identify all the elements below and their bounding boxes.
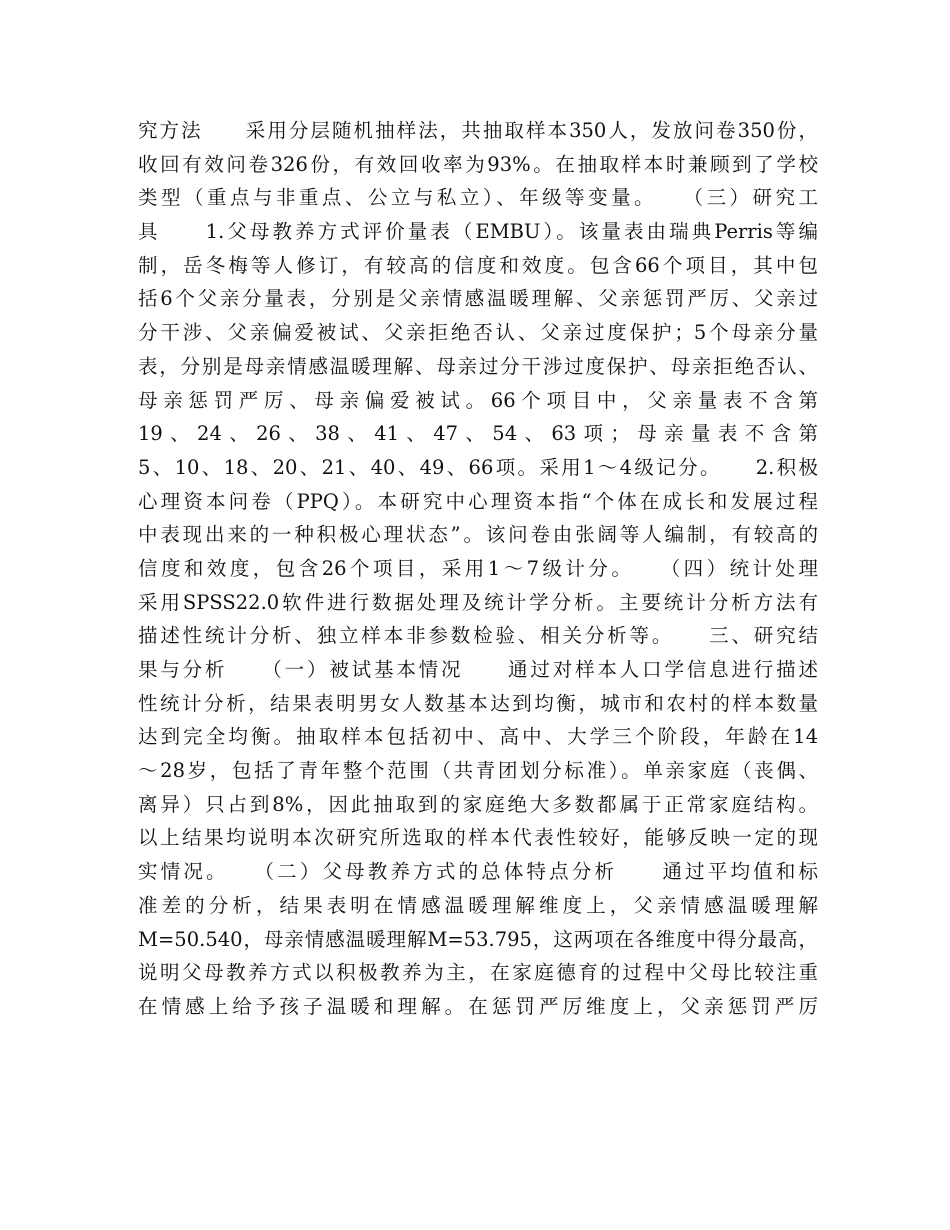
text-line: 准差的分析，结果表明在情感温暖理解维度上，父亲情感温暖理解: [138, 893, 818, 917]
text-line: 分干涉、父亲偏爱被试、父亲拒绝否认、父亲过度保护；5个母亲分量: [138, 321, 818, 345]
text-line: 以上结果均说明本次研究所选取的样本代表性较好，能够反映一定的现: [138, 826, 818, 850]
text-line: 19、24、26、38、41、47、54、63项；母亲量表不含第: [138, 422, 818, 446]
text-line: 表，分别是母亲情感温暖理解、母亲过分干涉过度保护、母亲拒绝否认、: [138, 354, 818, 378]
text-line: 说明父母教养方式以积极教养为主，在家庭德育的过程中父母比较注重: [138, 961, 818, 985]
text-line: 制，岳冬梅等人修订，有较高的信度和效度。包含66个项目，其中包: [138, 253, 818, 277]
text-line: 收回有效问卷326份，有效回收率为93%。在抽取样本时兼顾到了学校: [138, 152, 818, 176]
text-line: 在情感上给予孩子温暖和理解。在惩罚严厉维度上，父亲惩罚严厉: [138, 994, 818, 1018]
text-line: 5、10、18、20、21、40、49、66项。采用1～4级记分。 2.积极: [138, 455, 819, 479]
text-line: 究方法 采用分层随机抽样法，共抽取样本350人，发放问卷350份，: [138, 119, 818, 142]
text-line: 心理资本问卷（PPQ）。本研究中心理资本指“个体在成长和发展过程: [138, 489, 818, 513]
text-line: 描述性统计分析、独立样本非参数检验、相关分析等。 三、研究结: [138, 624, 818, 648]
text-line: 类型（重点与非重点、公立与私立）、年级等变量。 （三）研究工: [138, 186, 818, 210]
text-line: 实情况。 （二）父母教养方式的总体特点分析 通过平均值和标: [138, 860, 818, 884]
text-line: 信度和效度，包含26个项目，采用1～7级计分。 （四）统计处理: [138, 556, 818, 580]
text-line: ～28岁，包括了青年整个范围（共青团划分标准）。单亲家庭（丧偶、: [138, 759, 818, 783]
body-text: [138, 114, 818, 1024]
text-line: 达到完全均衡。抽取样本包括初中、高中、大学三个阶段，年龄在14: [138, 725, 818, 749]
text-line: 中表现出来的一种积极心理状态”。该问卷由张阔等人编制，有较高的: [138, 523, 818, 547]
text-line: 括6个父亲分量表，分别是父亲情感温暖理解、父亲惩罚严厉、父亲过: [138, 287, 818, 311]
text-line: 离异）只占到8%，因此抽取到的家庭绝大多数都属于正常家庭结构。: [138, 792, 818, 816]
text-line: 母亲惩罚严厉、母亲偏爱被试。66个项目中，父亲量表不含第: [138, 388, 818, 412]
text-line: 具 1.父母教养方式评价量表（EMBU）。该量表由瑞典Perris等编: [138, 220, 818, 244]
text-line: M=50.540，母亲情感温暖理解M=53.795，这两项在各维度中得分最高，: [138, 927, 818, 951]
text-line: 采用SPSS22.0软件进行数据处理及统计学分析。主要统计分析方法有: [138, 590, 818, 614]
text-line: 性统计分析，结果表明男女人数基本达到均衡，城市和农村的样本数量: [138, 691, 818, 715]
text-line: 果与分析 （一）被试基本情况 通过对样本人口学信息进行描述: [138, 658, 818, 681]
